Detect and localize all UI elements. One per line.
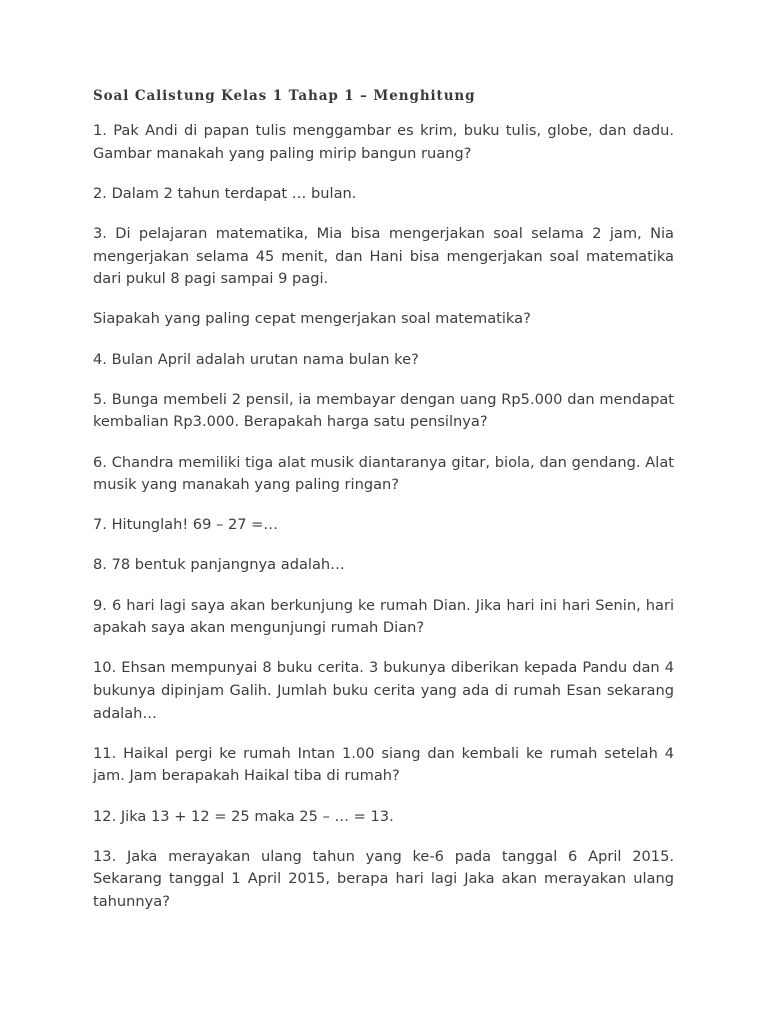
question-5: 5. Bunga membeli 2 pensil, ia membayar dengan uang Rp5.000 dan mendapat kembalian Rp3.000. Berapakah harga satu pensilnya? [93, 390, 674, 431]
question-8: 8. 78 bentuk panjangnya adalah… [93, 556, 345, 574]
question-10: 10. Ehsan mempunyai 8 buku cerita. 3 bukunya diberikan kepada Pandu dan 4 bukunya dipinjam Galih. Jumlah buku cerita yang ada di rumah Esan sekarang adalah… [93, 659, 674, 722]
question-1: 1. Pak Andi di papan tulis menggambar es krim, buku tulis, globe, dan dadu. Gambar manakah yang paling mirip bangun ruang? [93, 122, 674, 162]
question-7: 7. Hitunglah! 69 – 27 =… [93, 516, 278, 534]
document-page [93, 86, 674, 931]
question-9: 9. 6 hari lagi saya akan berkunjung ke rumah Dian. Jika hari ini hari Senin, hari apakah saya akan mengunjungi rumah Dian? [93, 596, 674, 637]
question-12: 12. Jika 13 + 12 = 25 maka 25 – … = 13. [93, 807, 394, 825]
question-13: 13. Jaka merayakan ulang tahun yang ke-6 pada tanggal 6 April 2015. Sekarang tanggal 1 April 2015, berapa hari lagi Jaka akan merayakan ulang tahunnya? [93, 847, 674, 910]
question-2: 2. Dalam 2 tahun terdapat … bulan. [93, 184, 357, 202]
question-11: 11. Haikal pergi ke rumah Intan 1.00 siang dan kembali ke rumah setelah 4 jam. Jam berapakah Haikal tiba di rumah? [93, 744, 674, 785]
question-6: 6. Chandra memiliki tiga alat musik diantaranya gitar, biola, dan gendang. Alat musik yang manakah yang paling ringan? [93, 453, 674, 494]
document-title: Soal Calistung Kelas 1 Tahap 1 – Menghitung [93, 88, 476, 104]
question-4: 4. Bulan April adalah urutan nama bulan ke? [93, 350, 419, 368]
question-3: 3. Di pelajaran matematika, Mia bisa mengerjakan soal selama 2 jam, Nia mengerjakan selama 45 menit, dan Hani bisa mengerjakan soal matematika dari pukul 8 pagi sampai 9 pagi. [93, 224, 674, 288]
question-3-followup: Siapakah yang paling cepat mengerjakan soal matematika? [93, 310, 531, 328]
